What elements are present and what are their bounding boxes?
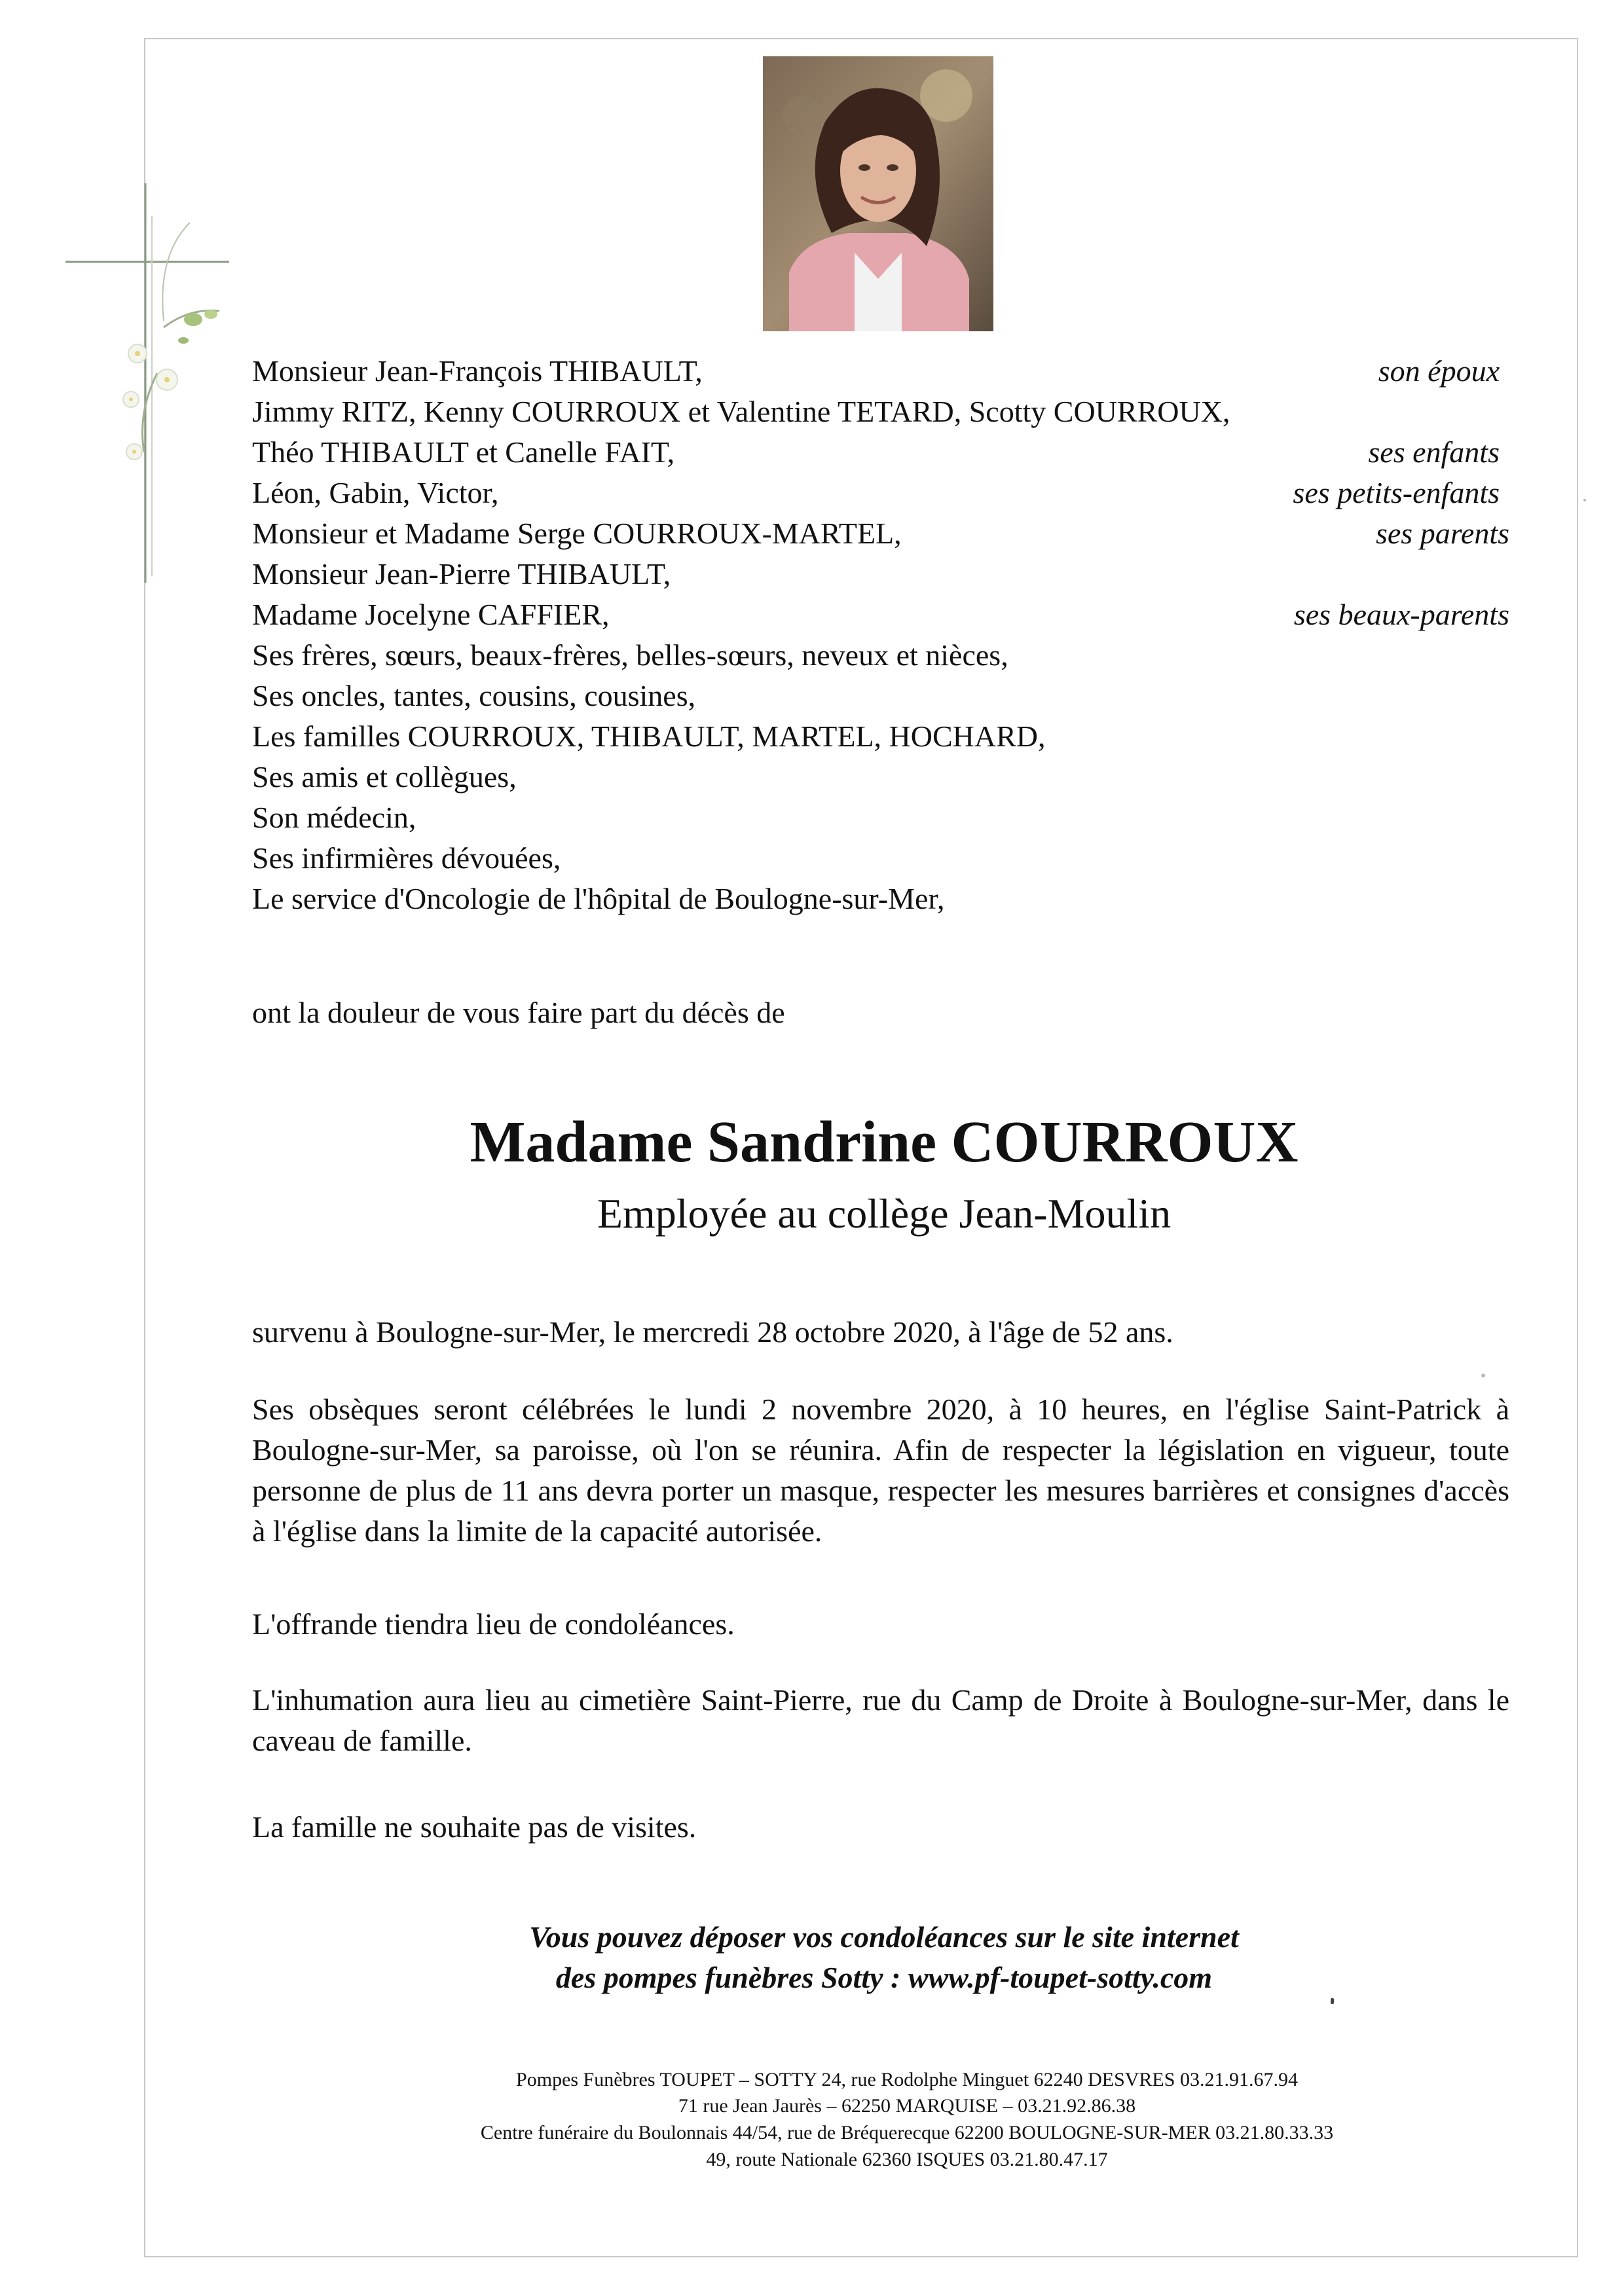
scan-speck [1331,1998,1334,2004]
family-line: Jimmy RITZ, Kenny COURROUX et Valentine TETARD, Scotty COURROUX, [252,395,1230,428]
family-line: Monsieur Jean-François THIBAULT, [252,354,703,388]
footer-line: Pompes Funèbres TOUPET – SOTTY 24, rue Rodolphe Minguet 62240 DESVRES 03.21.91.67.94 [516,2069,1298,2090]
family-line: Ses frères, sœurs, beaux-frères, belles-sœurs, neveux et nièces, [252,638,1008,672]
scan-speck [1481,1374,1485,1377]
funeral-paragraph: Ses obsèques seront célébrées le lundi 2 novembre 2020, à 10 heures, en l'église Saint-Patrick à Boulogne-sur-Mer, sa paroisse, où l'on se réunira. Afin de respecter la législation en vigueur, toute personne de plus de 11 ans devra porter un masque, respecter les mesures barrières et consignes d'accès à l'église dans la limite de la capacité autorisée. [252,1393,1509,1548]
family-line: Les familles COURROUX, THIBAULT, MARTEL, HOCHARD, [252,720,1046,753]
portrait-photo [763,56,993,331]
deceased-name: Madame Sandrine COURROUX [470,1110,1299,1175]
family-line: Le service d'Oncologie de l'hôpital de Boulogne-sur-Mer, [252,882,945,915]
family-line: Léon, Gabin, Victor, [252,476,499,509]
family-line: Ses amis et collègues, [252,760,517,793]
relation-label: ses parents [1375,517,1509,550]
footer-line: 71 rue Jean Jaurès – 62250 MARQUISE – 03.21.92.86.38 [678,2095,1136,2117]
family-line: Ses oncles, tantes, cousins, cousines, [252,679,696,712]
announcement-text: ont la douleur de vous faire part du décès de [252,996,785,1029]
relation-label: ses petits-enfants [1293,476,1500,509]
offering-text: L'offrande tiendra lieu de condoléances. [252,1607,735,1641]
burial-paragraph: L'inhumation aura lieu au cimetière Saint-Pierre, rue du Camp de Droite à Boulogne-sur-Mer, dans le caveau de famille. [252,1683,1509,1757]
scan-speck [1583,499,1586,501]
footer-line: 49, route Nationale 62360 ISQUES 03.21.80.47.17 [706,2149,1108,2170]
family-line: Son médecin, [252,801,416,834]
condolences-line-1: Vous pouvez déposer vos condoléances sur le site internet [529,1920,1239,1954]
family-line: Monsieur Jean-Pierre THIBAULT, [252,557,671,591]
footer-line: Centre funéraire du Boulonnais 44/54, rue de Bréquerecque 62200 BOULOGNE-SUR-MER 03.21.80.33.33 [480,2122,1334,2143]
family-line: Madame Jocelyne CAFFIER, [252,598,610,631]
relation-label: son époux [1378,354,1500,388]
family-line: Théo THIBAULT et Canelle FAIT, [252,435,675,469]
relation-label: ses enfants [1368,435,1500,469]
death-statement: survenu à Boulogne-sur-Mer, le mercredi 28 octobre 2020, à l'âge de 52 ans. [252,1315,1173,1349]
family-line: Ses infirmières dévouées, [252,841,561,875]
condolences-line-2: des pompes funèbres Sotty : www.pf-toupet-sotty.com [555,1961,1213,1994]
family-line: Monsieur et Madame Serge COURROUX-MARTEL, [252,517,902,550]
visits-text: La famille ne souhaite pas de visites. [252,1810,697,1844]
deceased-occupation: Employée au collège Jean-Moulin [597,1190,1172,1237]
relation-label: ses beaux-parents [1293,598,1509,631]
